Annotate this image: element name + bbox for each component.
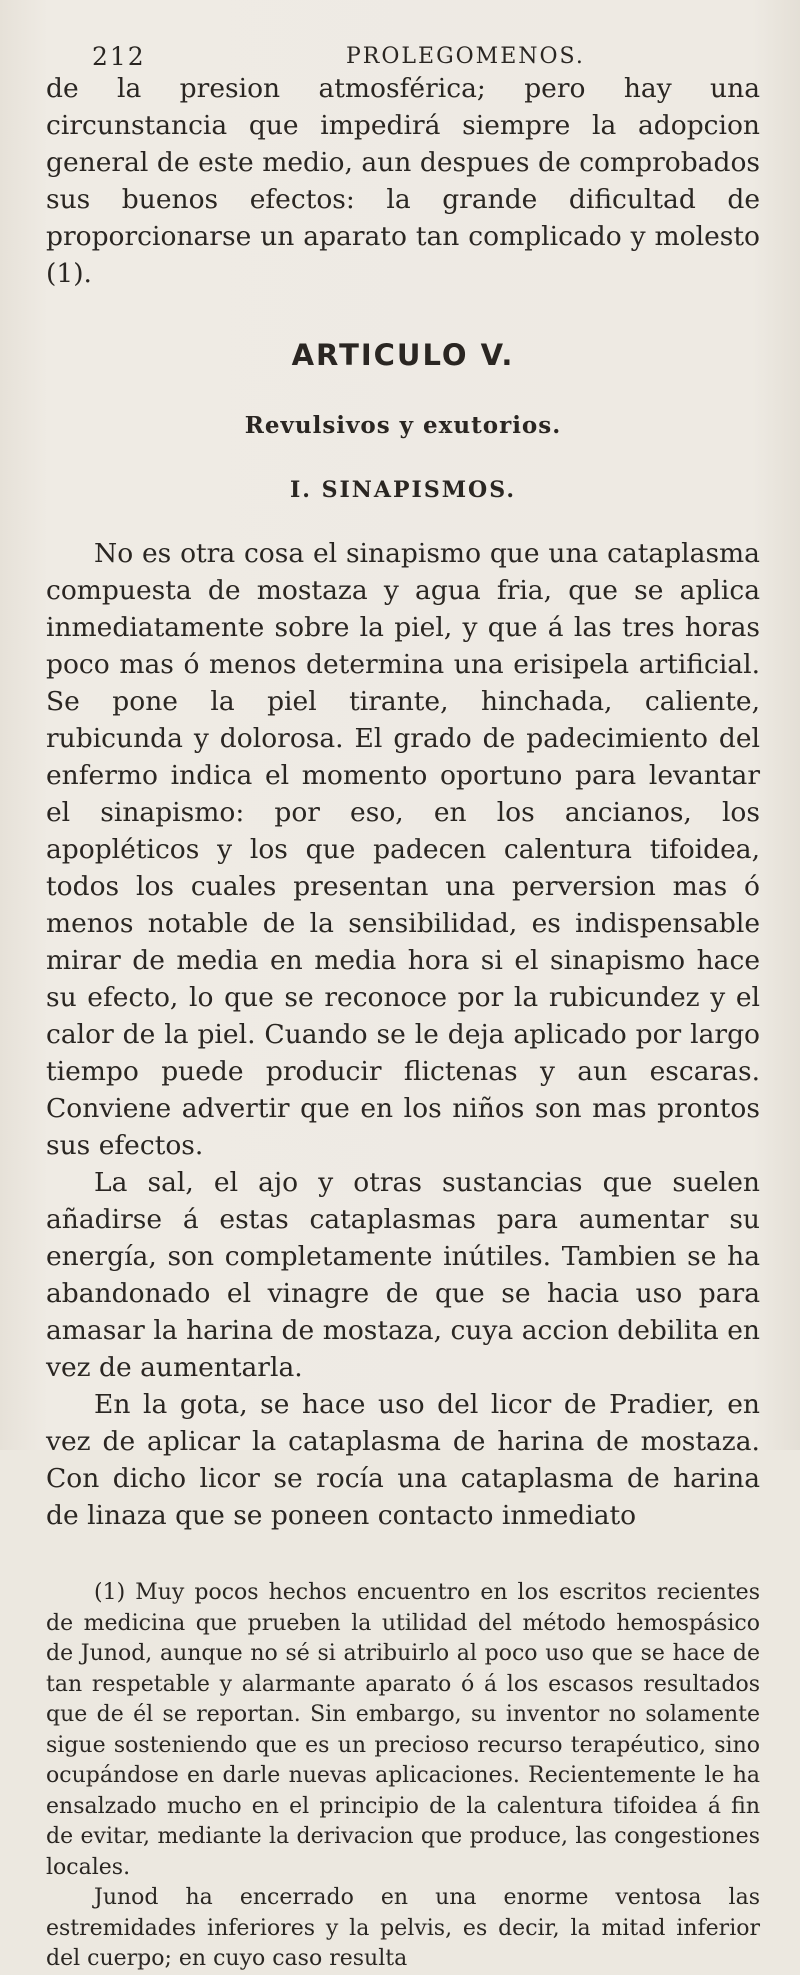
article-subtitle: Revulsivos y exutorios. [244,412,562,439]
footnote-1: (1) Muy pocos hechos encuentro en los escritos recientes de medicina que prueben la utilidad del método hemospásico de Junod, aunque no sé si atribuirlo al poco uso que se hace de tan respetable y alarmante aparato ó á los escasos resultados que de él se reportan. Sin embargo, su inventor no solamente sigue sosteniendo que es un precioso recurso terapéutico, sino ocupándose en darle nuevas aplicaciones. Recientemente le ha ensalzado mucho en el principio de la calentura tifoidea á fin de evitar, mediante la derivacion que produce, las congestiones locales. [46,1580,760,1880]
intro-paragraph: de la presion atmosférica; pero hay una circunstancia que impedirá siempre la adopcion general de este medio, aun despues de comprobados sus buenos efectos: la grande dificultad de proporcionarse un aparato tan complicado y molesto (1). [46,73,760,289]
running-head [46,34,760,70]
page-number: 212 [92,42,146,71]
paragraph-sinapismo: No es otra cosa el sinapismo que una cataplasma compuesta de mostaza y agua fria, que se aplica inmediatamente sobre la piel, y que á las tres horas poco mas ó menos determina una erisipela artificial. Se pone la piel tirante, hinchada, caliente, rubicunda y dolorosa. El grado de padecimiento del enfermo indica el momento oportuno para levantar el sinapismo: por eso, en los ancianos, los apopléticos y los que padecen calentura tifoidea, todos los cuales presentan una perversion mas ó menos notable de la sensibilidad, es indispensable mirar de media en media hora si el sinapismo hace su efecto, lo que se reconoce por la rubicundez y el calor de la piel. Cuando se le deja aplicado por largo tiempo puede producir flictenas y aun escaras. Conviene advertir que en los niños son mas prontos sus efectos. [46,538,760,1161]
running-title: PROLEGOMENOS. [346,44,585,69]
article-heading: ARTICULO V. [291,338,515,372]
section-gap [46,503,760,535]
footnote-1-continued: Junod ha encerrado en una enorme ventosa las estremidades inferiores y la pelvis, es decir, la mitad inferior del cuerpo; en cuyo caso resulta [46,1885,760,1971]
paragraph-gota: En la gota, se hace uso del licor de Pradier, en vez de aplicar la cataplasma de harina de mostaza. Con dicho licor se rocía una cataplasma de harina de linaza que se poneen contacto inmediato [46,1389,760,1531]
section-heading: I. SINAPISMOS. [290,477,516,503]
paragraph-sal-ajo: La sal, el ajo y otras sustancias que suelen añadirse á estas cataplasmas para aumentar su energía, son completamente inútiles. Tambien se ha abandonado el vinagre de que se hacia uso para amasar la harina de mostaza, cuya accion debilita en vez de aumentarla. [46,1167,760,1383]
footnotes [46,1578,760,1975]
